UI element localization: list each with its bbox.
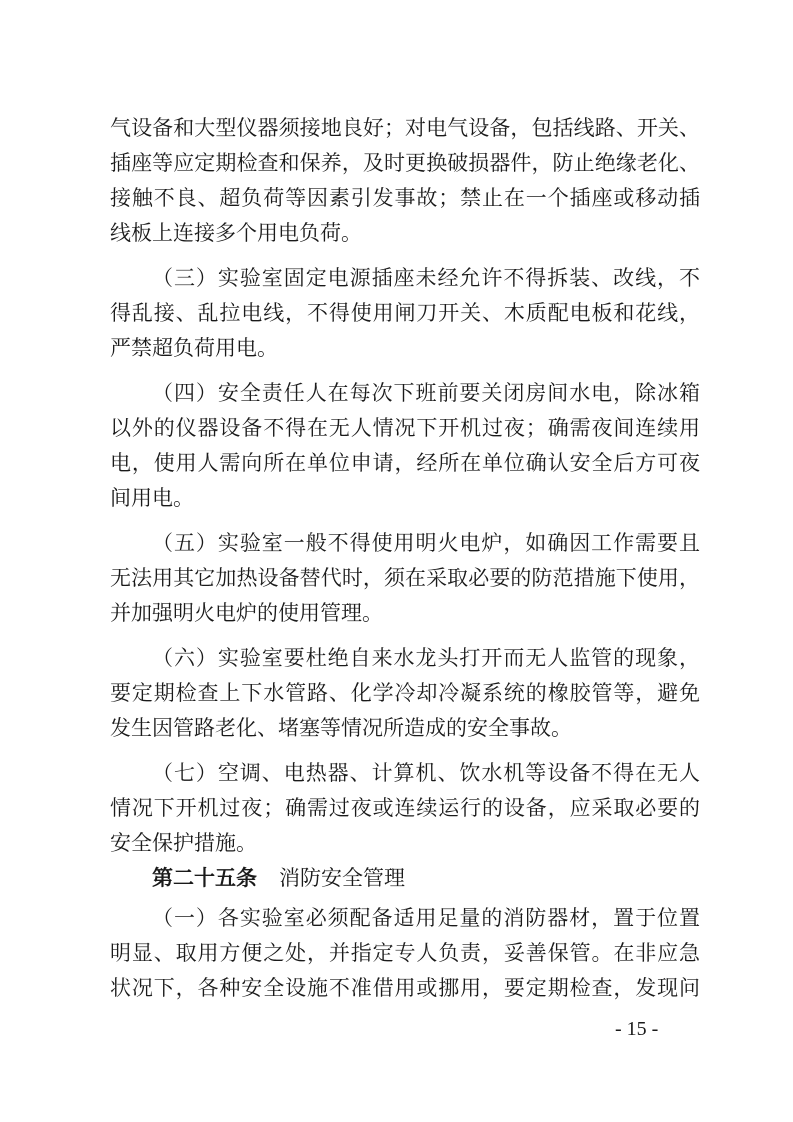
text-line: 电，使用人需向所在单位申请，经所在单位确认安全后方可夜 [110, 451, 700, 475]
text-line: 气设备和大型仪器须接地良好；对电气设备，包括线路、开关、 [110, 116, 700, 140]
text-line: 发生因管路老化、堵塞等情况所造成的安全事故。 [110, 716, 572, 740]
text-line: （六）实验室要杜绝自来水龙头打开而无人监管的现象， [152, 646, 700, 670]
text-line: （四）安全责任人在每次下班前要关闭房间水电，除冰箱 [152, 381, 700, 405]
text-line: 明显、取用方便之处，并指定专人负责，妥善保管。在非应急 [110, 941, 700, 965]
text-line: 插座等应定期检查和保养，及时更换破损器件，防止绝缘老化、 [110, 151, 700, 175]
text-line: 严禁超负荷用电。 [110, 336, 278, 360]
text-line: 要定期检查上下水管路、化学冷却冷凝系统的橡胶管等，避免 [110, 681, 700, 705]
text-line: 得乱接、乱拉电线，不得使用闸刀开关、木质配电板和花线， [110, 301, 700, 325]
text-line: （三）实验室固定电源插座未经允许不得拆装、改线，不 [152, 266, 700, 290]
article-number: 第二十五条 [152, 866, 257, 890]
page-number: - 15 - [615, 1018, 659, 1040]
text-line: 接触不良、超负荷等因素引发事故；禁止在一个插座或移动插 [110, 186, 700, 210]
text-line: （一）各实验室必须配备适用足量的消防器材，置于位置 [152, 906, 700, 930]
text-line: 情况下开机过夜；确需过夜或连续运行的设备，应采取必要的 [110, 796, 700, 820]
text-line: 线板上连接多个用电负荷。 [110, 221, 362, 245]
text-line: 无法用其它加热设备替代时，须在采取必要的防范措施下使用， [110, 566, 700, 590]
text-line: 以外的仪器设备不得在无人情况下开机过夜；确需夜间连续用 [110, 416, 700, 440]
text-line: 安全保护措施。 [110, 831, 257, 855]
text-line: （五）实验室一般不得使用明火电炉，如确因工作需要且 [152, 531, 700, 555]
article-title: 消防安全管理 [279, 866, 405, 890]
text-line: 间用电。 [110, 486, 194, 510]
text-line: 状况下，各种安全设施不准借用或挪用，要定期检查，发现问 [110, 976, 700, 1000]
text-line: 并加强明火电炉的使用管理。 [110, 601, 383, 625]
text-line: （七）空调、电热器、计算机、饮水机等设备不得在无人 [152, 761, 700, 785]
article-heading [152, 861, 405, 895]
